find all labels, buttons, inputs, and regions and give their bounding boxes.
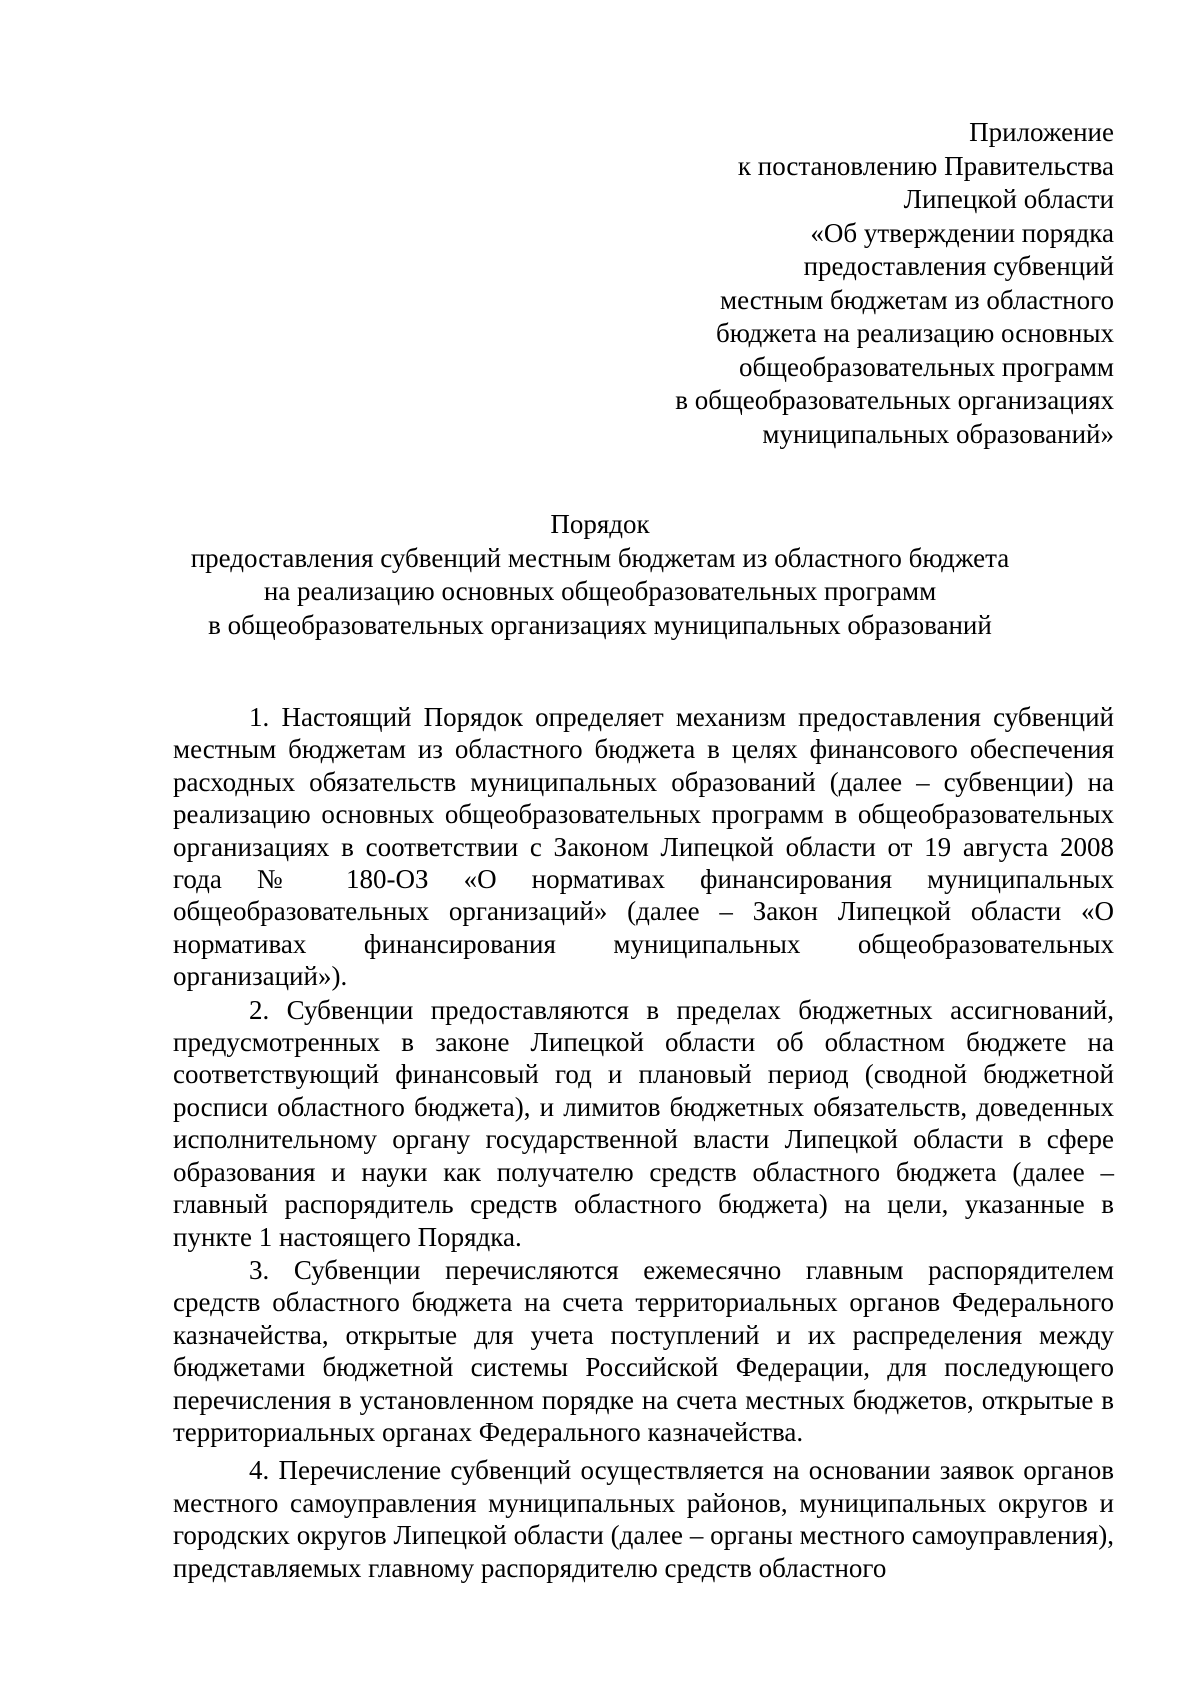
appendix-line: предоставления субвенций: [803, 251, 1114, 281]
appendix-line: Липецкой области: [903, 184, 1114, 214]
appendix-line: Приложение: [969, 117, 1114, 147]
appendix-header: [494, 116, 1114, 451]
appendix-line: «Об утверждении порядка: [810, 217, 1114, 248]
title-line: на реализацию основных общеобразовательных программ: [263, 576, 937, 606]
appendix-line: в общеобразовательных организациях: [675, 385, 1114, 415]
appendix-line: бюджета на реализацию основных: [716, 318, 1114, 348]
title-line: предоставления субвенций местным бюджетам из областного бюджета: [190, 542, 1010, 573]
paragraph-4: 4. Перечисление субвенций осуществляется на основании заявок органов местного самоуправления муниципальных районов, муниципальных округов и городских округов Липецкой области (далее – органы местного самоуправления), представляемых главному распорядителю средств областного: [173, 1455, 1114, 1583]
title-line: Порядок: [550, 509, 650, 539]
paragraph-3: 3. Субвенции перечисляются ежемесячно главным распорядителем средств областного бюджета на счета территориальных органов Федерального казначейства, открытые для учета поступлений и их распределения между бюджетами бюджетной системы Российской Федерации, для последующего перечисления в установленном порядке на счета местных бюджетов, открытые в территориальных органах Федерального казначейства.: [173, 1254, 1114, 1447]
appendix-line: местным бюджетам из областного: [720, 284, 1114, 315]
paragraph-2: 2. Субвенции предоставляются в пределах бюджетных ассигнований, предусмотренных в законе Липецкой области об областном бюджете на соответствующий финансовый год и плановый период (сводной бюджетной росписи областного бюджета), и лимитов бюджетных обязательств, доведенных исполнительному органу государственной власти Липецкой области в сфере образования и науки как получателю средств областного бюджета (далее – главный распорядитель средств областного бюджета) на цели, указанные в пункте 1 настоящего Порядка.: [173, 994, 1114, 1252]
appendix-line: общеобразовательных программ: [738, 351, 1114, 382]
appendix-line: муниципальных образований»: [762, 418, 1114, 449]
paragraph-1: 1. Настоящий Порядок определяет механизм предоставления субвенций местным бюджетам из областного бюджета в целях финансового обеспечения расходных обязательств муниципальных образований (далее – субвенции) на реализацию основных общеобразовательных программ в общеобразовательных организациях в соответствии с Законом Липецкой области от 19 августа 2008 года № 180-ОЗ «О нормативах финансирования муниципальных общеобразовательных организаций» (далее – Закон Липецкой области «О нормативах финансирования муниципальных общеобразовательных организаций»).: [173, 702, 1114, 992]
document-body: [173, 701, 1114, 1584]
title-line: в общеобразовательных организациях муниципальных образований: [208, 609, 992, 640]
document-title: [100, 508, 1100, 642]
appendix-line: к постановлению Правительства: [737, 150, 1114, 181]
